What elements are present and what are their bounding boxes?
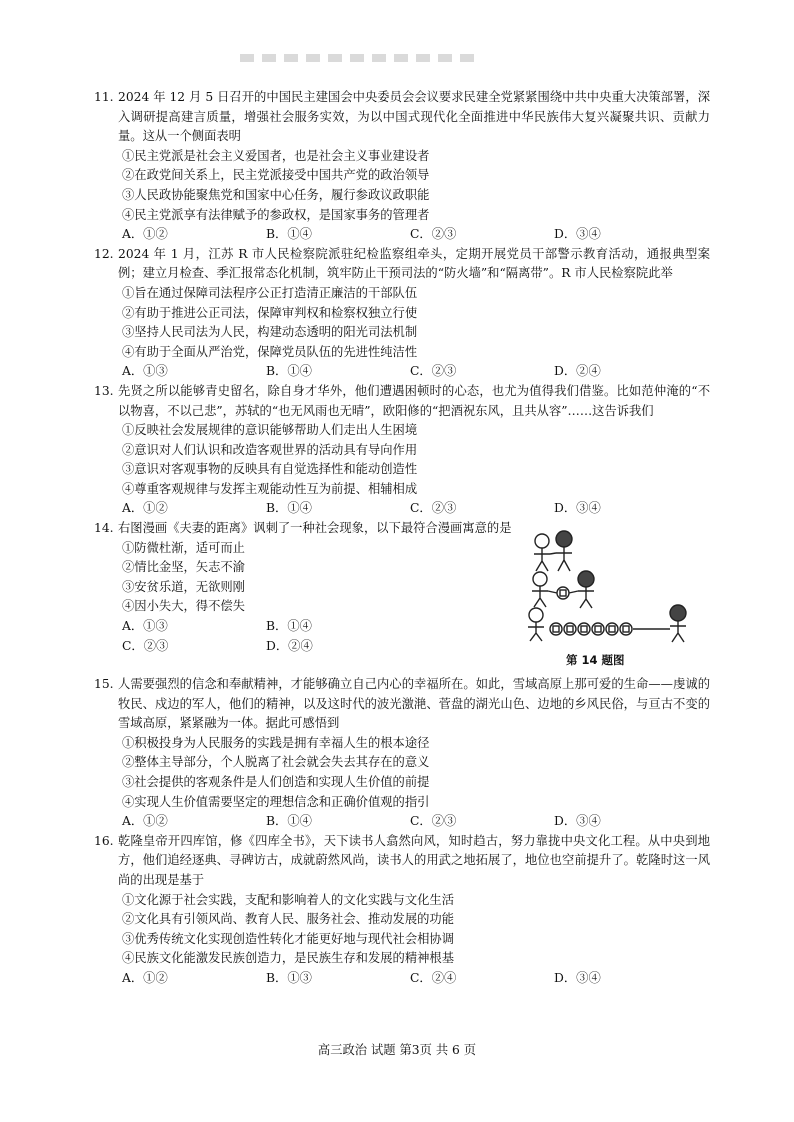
choice-b: B．①④	[266, 619, 312, 634]
page-footer: 高三政治 试题 第3页 共 6 页	[317, 1043, 477, 1057]
statement-option: ①积极投身为人民服务的实践是拥有幸福人生的根本途径	[122, 735, 430, 750]
choice-a: A．①②	[122, 227, 168, 242]
choice-d: D．③④	[554, 501, 601, 516]
question-number: 13.	[94, 383, 114, 398]
choice-a: A．①③	[122, 619, 168, 634]
statement-option: ④实现人生价值需要坚定的理想信念和正确价值观的指引	[122, 794, 430, 809]
statement-option: ③安贫乐道，无欲则刚	[122, 579, 245, 594]
question-stem: 人需要强烈的信念和奉献精神，才能够确立自己内心的幸福所在。如此，雪域高原上那可爱的生命——虔诚的牧民、戍边的军人，他们的精神，以及这时代的波光激滟、菅盘的湖光山色、边地的乡风民俗，与亘古不变的雪域高原，紧紧融为一体。据此可感悟到	[118, 677, 710, 731]
choice-c: C．②③	[410, 501, 457, 516]
choice-b: B．①④	[266, 814, 312, 829]
answer-choices	[118, 362, 710, 382]
statement-option: ②文化具有引领风尚、教育人民、服务社会、推动发展的功能	[122, 912, 455, 927]
statement-option: ①反映社会发展规律的意识能够帮助人们走出人生困境	[122, 423, 418, 438]
question-stem: 右图漫画《夫妻的距离》讽刺了一种社会现象，以下最符合漫画寓意的是	[118, 521, 512, 536]
question-stem: 乾隆皇帝开四库馆，修《四库全书》，天下读书人翕然向风，知时趋古，努力靠拢中央文化工程。从中央到地方，他们追经逐典、寻碑访古，成就蔚然风尚，读书人的用武之地拓展了，地位也空前提升了。乾隆时这一风尚的出现是基于	[118, 833, 710, 887]
statement-option: ②有助于推进公正司法，保障审判权和检察权独立行使	[122, 305, 418, 320]
choice-b: B．①④	[266, 227, 312, 242]
answer-choices	[118, 499, 710, 519]
question-15	[94, 675, 710, 832]
exam-page	[94, 88, 710, 989]
question-11	[94, 88, 710, 245]
statement-option: ④尊重客观规律与发挥主观能动性互为前提、相辅相成	[122, 481, 418, 496]
question-stem: 先贤之所以能够青史留名，除自身才华外，他们遭遇困顿时的心态，也尤为值得我们借鉴。比如范仲淹的“不以物喜，不以己悲”，苏轼的“也无风雨也无晴”，欧阳修的“把酒祝东风，且共从容”……这告诉我们	[118, 383, 710, 418]
question-number: 11.	[94, 90, 114, 104]
statement-option: ④民族文化能激发民族创造力，是民族生存和发展的精神根基	[122, 951, 455, 966]
answer-choices	[118, 812, 710, 832]
question-number: 12.	[94, 246, 114, 261]
question-number: 14.	[94, 521, 114, 536]
choice-d: D．③④	[554, 814, 601, 829]
choice-d: D．②④	[554, 364, 601, 379]
choice-c: C．②③	[410, 364, 457, 379]
statement-option: ③优秀传统文化实现创造性转化才能更好地与现代社会相协调	[122, 931, 455, 946]
question-number: 15.	[94, 677, 114, 692]
choice-d: D．③④	[554, 227, 601, 242]
choice-a: A．①②	[122, 501, 168, 516]
question-14	[94, 519, 710, 675]
choice-a: A．①③	[122, 364, 168, 379]
question-13	[94, 382, 710, 519]
statement-option: ②情比金坚，矢志不渝	[122, 560, 245, 575]
statement-option: ③意识对客观事物的反映具有自觉选择性和能动创造性	[122, 462, 418, 477]
statement-option: ①民主党派是社会主义爱国者，也是社会主义事业建设者	[122, 148, 430, 163]
answer-choices	[118, 969, 710, 989]
choice-b: B．①④	[266, 501, 312, 516]
choice-d: D．③④	[554, 970, 601, 985]
statement-option: ②在政党间关系上，民主党派接受中国共产党的政治领导	[122, 168, 430, 183]
choice-a: A．①②	[122, 970, 168, 985]
choice-d: D．②④	[266, 638, 313, 653]
statement-option: ④有助于全面从严治党，保障党员队伍的先进性纯洁性	[122, 344, 418, 359]
statement-option: ③人民政协能聚焦党和国家中心任务，履行参政议政职能	[122, 187, 430, 202]
answer-choices	[118, 225, 710, 245]
statement-option: ②整体主导部分，个人脱离了社会就会失去其存在的意义	[122, 755, 430, 770]
question-number: 16.	[94, 833, 114, 848]
statement-option: ②意识对人们认识和改造客观世界的活动具有导向作用	[122, 442, 418, 457]
choice-b: B．①③	[266, 970, 312, 985]
statement-option: ①旨在通过保障司法程序公正打造清正廉洁的干部队伍	[122, 285, 418, 300]
question-16	[94, 832, 710, 989]
figure-caption: 第 14 题图	[566, 653, 625, 668]
statement-option: ①文化源于社会实践，支配和影响着人的文化实践与文化生活	[122, 892, 455, 907]
choice-c: C．②③	[410, 814, 457, 829]
question-stem: 2024 年 1 月，江苏 R 市人民检察院派驻纪检监察组牵头，定期开展党员干部警示教育活动，通报典型案例；建立月检查、季汇报常态化机制，筑牢防止干预司法的“防火墙”和“隔离带”。R 市人民检察院此举	[118, 246, 710, 281]
choice-c: C．②③	[410, 227, 457, 242]
choice-c: C．②③	[122, 638, 169, 653]
couple-distance-cartoon-image	[520, 527, 710, 647]
choice-a: A．①②	[122, 814, 168, 829]
faded-header-mark	[240, 54, 480, 62]
statement-option: ④民主党派享有法律赋予的参政权，是国家事务的管理者	[122, 207, 430, 222]
question-12	[94, 245, 710, 382]
statement-option: ①防微杜渐，适可而止	[122, 540, 245, 555]
statement-option: ③坚持人民司法为人民，构建动态透明的阳光司法机制	[122, 325, 418, 340]
choice-b: B．①④	[266, 364, 312, 379]
question-stem: 2024 年 12 月 5 日召开的中国民主建国会中央委员会会议要求民建全党紧紧围绕中共中央重大决策部署，深入调研提高建言质量，增强社会服务实效，为以中国式现代化全面推进中华民族伟大复兴凝聚共识、贡献力量。这从一个侧面表明	[118, 90, 710, 144]
statement-option: ④因小失大，得不偿失	[122, 599, 245, 614]
cartoon-figure	[520, 527, 710, 677]
choice-c: C．②④	[410, 970, 457, 985]
statement-option: ③社会提供的客观条件是人们创造和实现人生价值的前提	[122, 775, 430, 790]
